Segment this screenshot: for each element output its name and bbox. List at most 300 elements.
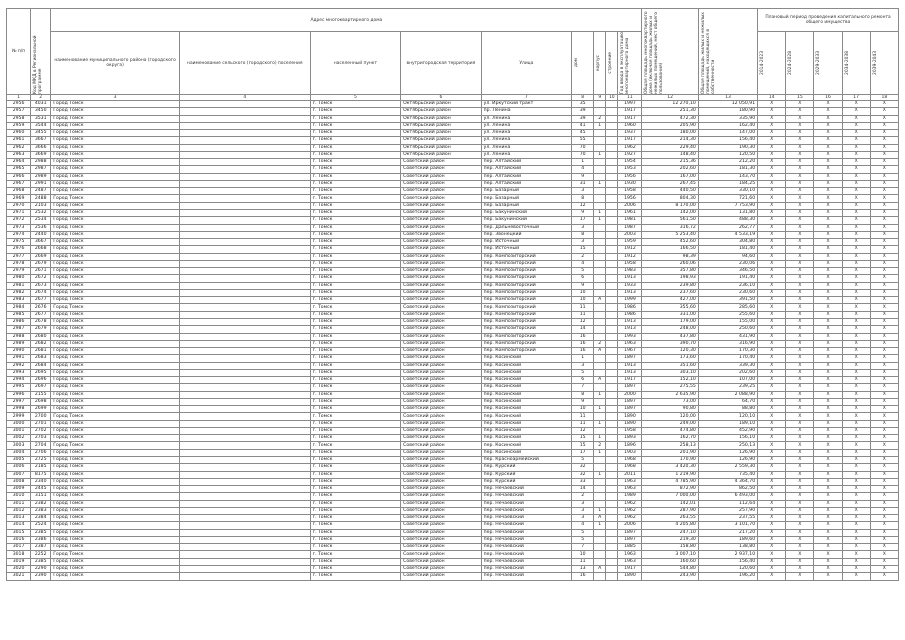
table-row [7, 253, 899, 260]
cell-settlement [179, 435, 310, 442]
cell-total-area: 158,80 [642, 544, 698, 551]
cell-settlement [179, 231, 310, 238]
cell-period-2024-2028: X [786, 108, 814, 115]
cell-settlement [179, 442, 310, 449]
cell-street: пер. Косинский [481, 384, 572, 391]
cell-period-2034-2038: X [842, 195, 870, 202]
cell-total-area: 215,36 [642, 159, 698, 166]
header-house: дом [572, 32, 594, 95]
cell-municipality: Город Томск [51, 115, 180, 122]
cell-district: Советский район [401, 195, 481, 202]
cell-district: Октябрьский район [401, 108, 481, 115]
cell-municipality: Город Томск [51, 398, 180, 405]
cell-living-area: 6 493,00 [698, 493, 757, 500]
cell-period-2029-2033: X [814, 457, 842, 464]
cell-locality: г. Томск [310, 529, 401, 536]
cell-locality: г. Томск [310, 239, 401, 246]
cell-house: 11 [572, 311, 594, 318]
cell-municipality: Город Томск [51, 348, 180, 355]
header-settlement: наименование сельского (городского) поселения [179, 32, 310, 95]
cell-row-number: 3011 [7, 500, 31, 507]
cell-period-2039-2043: X [870, 275, 898, 282]
cell-living-area: 181,40 [698, 246, 757, 253]
cell-period-2024-2028: X [786, 457, 814, 464]
cell-period-2039-2043: X [870, 544, 898, 551]
cell-house: 13 [572, 566, 594, 573]
cell-korpus: А [594, 566, 606, 573]
cell-period-2024-2028: X [786, 260, 814, 267]
cell-year: 1897 [618, 355, 642, 362]
cell-district: Советский район [401, 427, 481, 434]
cell-period-2014-2023: X [758, 478, 786, 485]
cell-municipality: Город Томск [51, 377, 180, 384]
cell-period-2039-2043: X [870, 457, 898, 464]
header-korpus: корпус [594, 32, 606, 95]
table-row [7, 115, 899, 122]
cell-district: Советский район [401, 166, 481, 173]
cell-period-2034-2038: X [842, 551, 870, 558]
cell-house: 32 [572, 471, 594, 478]
cell-settlement [179, 180, 310, 187]
cell-year: 1962 [618, 507, 642, 514]
cell-total-area: 561,50 [642, 217, 698, 224]
cell-street: пер. Композиторский [481, 297, 572, 304]
cell-building [606, 529, 618, 536]
cell-settlement [179, 515, 310, 522]
cell-year: 1897 [618, 529, 642, 536]
cell-building [606, 333, 618, 340]
cell-row-number: 2999 [7, 413, 31, 420]
cell-period-2014-2023: X [758, 391, 786, 398]
cell-living-area: 236,10 [698, 282, 757, 289]
cell-korpus [594, 253, 606, 260]
cell-street: ул. Ленина [481, 115, 572, 122]
cell-mkd-code: 2290 [31, 566, 51, 573]
cell-period-2014-2023: X [758, 536, 786, 543]
cell-living-area: 181,30 [698, 166, 757, 173]
cell-period-2024-2028: X [786, 159, 814, 166]
cell-period-2014-2023: X [758, 413, 786, 420]
cell-house: 5 [572, 369, 594, 376]
cell-municipality: Город Томск [51, 435, 180, 442]
cell-mkd-code: 2987 [31, 166, 51, 173]
cell-total-area: 73,00 [642, 398, 698, 405]
cell-street: ул. Ленина [481, 151, 572, 158]
cell-district: Советский район [401, 275, 481, 282]
cell-period-2014-2023: X [758, 151, 786, 158]
cell-total-area: 7 000,00 [642, 493, 698, 500]
cell-period-2024-2028: X [786, 536, 814, 543]
cell-district: Советский район [401, 340, 481, 347]
cell-row-number: 2958 [7, 115, 31, 122]
cell-period-2034-2038: X [842, 558, 870, 565]
cell-period-2034-2038: X [842, 304, 870, 311]
cell-period-2014-2023: X [758, 144, 786, 151]
cell-living-area: 488,30 [698, 217, 757, 224]
cell-mkd-code: 2698 [31, 398, 51, 405]
cell-period-2029-2033: X [814, 362, 842, 369]
register-sheet [6, 8, 899, 581]
cell-street: пер. Композиторский [481, 275, 572, 282]
cell-street: пер. Источный [481, 239, 572, 246]
cell-period-2014-2023: X [758, 130, 786, 137]
cell-year: 1987 [618, 224, 642, 231]
cell-municipality: Город Томск [51, 457, 180, 464]
cell-korpus [594, 362, 606, 369]
cell-period-2034-2038: X [842, 493, 870, 500]
cell-living-area: 230,60 [698, 289, 757, 296]
cell-municipality: Город Томск [51, 173, 180, 180]
cell-mkd-code: 8175 [31, 471, 51, 478]
cell-settlement [179, 551, 310, 558]
cell-total-area: 872,90 [642, 486, 698, 493]
cell-period-2034-2038: X [842, 151, 870, 158]
cell-period-2014-2023: X [758, 544, 786, 551]
cell-period-2014-2023: X [758, 573, 786, 580]
cell-period-2029-2033: X [814, 507, 842, 514]
cell-living-area: 189,10 [698, 420, 757, 427]
cell-living-area: 180,90 [698, 108, 757, 115]
cell-building [606, 144, 618, 151]
table-row [7, 166, 899, 173]
cell-building [606, 282, 618, 289]
cell-living-area: 131,80 [698, 209, 757, 216]
cell-period-2039-2043: X [870, 442, 898, 449]
cell-locality: г. Томск [310, 493, 401, 500]
cell-period-2039-2043: X [870, 130, 898, 137]
cell-period-2039-2043: X [870, 253, 898, 260]
cell-row-number: 3017 [7, 544, 31, 551]
cell-period-2029-2033: X [814, 471, 842, 478]
cell-period-2024-2028: X [786, 217, 814, 224]
cell-period-2024-2028: X [786, 398, 814, 405]
cell-house: 4 [572, 260, 594, 267]
table-row [7, 435, 899, 442]
cell-settlement [179, 304, 310, 311]
cell-locality: г. Томск [310, 573, 401, 580]
cell-row-number: 3010 [7, 493, 31, 500]
cell-building [606, 122, 618, 129]
cell-house: 32 [572, 464, 594, 471]
cell-row-number: 2963 [7, 151, 31, 158]
cell-mkd-code: 2696 [31, 377, 51, 384]
cell-korpus [594, 355, 606, 362]
cell-district: Советский район [401, 253, 481, 260]
cell-row-number: 3006 [7, 464, 31, 471]
cell-year: 1913 [618, 318, 642, 325]
cell-period-2014-2023: X [758, 326, 786, 333]
table-row [7, 173, 899, 180]
cell-row-number: 3008 [7, 478, 31, 485]
cell-korpus [594, 304, 606, 311]
cell-period-2039-2043: X [870, 188, 898, 195]
cell-municipality: Город Томск [51, 355, 180, 362]
cell-street: пер. Нечаевский [481, 529, 572, 536]
cell-period-2014-2023: X [758, 304, 786, 311]
cell-locality: г. Томск [310, 471, 401, 478]
cell-period-2014-2023: X [758, 239, 786, 246]
cell-period-2034-2038: X [842, 231, 870, 238]
cell-settlement [179, 340, 310, 347]
cell-building [606, 457, 618, 464]
cell-municipality: Город Томск [51, 275, 180, 282]
cell-row-number: 2959 [7, 122, 31, 129]
cell-building [606, 515, 618, 522]
cell-period-2029-2033: X [814, 529, 842, 536]
table-row [7, 398, 899, 405]
cell-korpus: 1 [594, 406, 606, 413]
cell-mkd-code: 2386 [31, 536, 51, 543]
cell-period-2014-2023: X [758, 340, 786, 347]
cell-period-2039-2043: X [870, 224, 898, 231]
cell-period-2029-2033: X [814, 544, 842, 551]
cell-period-2034-2038: X [842, 486, 870, 493]
cell-building [606, 239, 618, 246]
cell-year: 1917 [618, 137, 642, 144]
cell-living-area: 4 364,70 [698, 478, 757, 485]
cell-row-number: 2981 [7, 282, 31, 289]
cell-korpus: 1 [594, 420, 606, 427]
cell-mkd-code: 2679 [31, 326, 51, 333]
cell-total-area: 90,80 [642, 406, 698, 413]
cell-mkd-code: 2679 [31, 260, 51, 267]
cell-total-area: 120,30 [642, 348, 698, 355]
cell-municipality: Город Томск [51, 246, 180, 253]
cell-building [606, 507, 618, 514]
column-number: 6 [401, 95, 481, 101]
cell-period-2024-2028: X [786, 333, 814, 340]
cell-mkd-code: 2701 [31, 420, 51, 427]
cell-locality: г. Томск [310, 260, 401, 267]
cell-period-2024-2028: X [786, 573, 814, 580]
cell-street: пер. Нечаевский [481, 515, 572, 522]
cell-district: Советский район [401, 180, 481, 187]
cell-mkd-code: 3450 [31, 108, 51, 115]
cell-row-number: 3020 [7, 566, 31, 573]
cell-mkd-code: 2988 [31, 159, 51, 166]
cell-locality: г. Томск [310, 246, 401, 253]
cell-year: 1967 [618, 348, 642, 355]
cell-street: пер. Алтайский [481, 166, 572, 173]
cell-period-2039-2043: X [870, 471, 898, 478]
cell-total-area: 173,60 [642, 355, 698, 362]
cell-row-number: 2972 [7, 217, 31, 224]
table-row [7, 224, 899, 231]
cell-district: Советский район [401, 566, 481, 573]
cell-period-2039-2043: X [870, 108, 898, 115]
cell-mkd-code: 2669 [31, 253, 51, 260]
cell-living-area: 120,60 [698, 566, 757, 573]
cell-locality: г. Томск [310, 173, 401, 180]
cell-total-area: 437,80 [642, 333, 698, 340]
cell-year: 1999 [618, 297, 642, 304]
cell-total-area: 3 007,10 [642, 551, 698, 558]
cell-year: 2011 [618, 471, 642, 478]
cell-settlement [179, 260, 310, 267]
cell-living-area: 156,40 [698, 137, 757, 144]
cell-municipality: Город Томск [51, 137, 180, 144]
cell-period-2024-2028: X [786, 195, 814, 202]
cell-municipality: Город Томск [51, 289, 180, 296]
cell-period-2024-2028: X [786, 253, 814, 260]
cell-district: Советский район [401, 442, 481, 449]
cell-district: Советский район [401, 573, 481, 580]
cell-row-number: 3021 [7, 573, 31, 580]
cell-building [606, 435, 618, 442]
cell-total-area: 390,70 [642, 340, 698, 347]
cell-period-2024-2028: X [786, 471, 814, 478]
cell-mkd-code: 2532 [31, 209, 51, 216]
cell-settlement [179, 246, 310, 253]
cell-living-area: 184,25 [698, 180, 757, 187]
cell-locality: г. Томск [310, 224, 401, 231]
cell-year: 1903 [618, 449, 642, 456]
cell-period-2024-2028: X [786, 507, 814, 514]
cell-period-2029-2033: X [814, 224, 842, 231]
cell-street: ул. Ленина [481, 130, 572, 137]
cell-period-2014-2023: X [758, 398, 786, 405]
cell-mkd-code: 3151 [31, 493, 51, 500]
cell-living-area: 7 753,90 [698, 202, 757, 209]
cell-settlement [179, 209, 310, 216]
cell-row-number: 2974 [7, 231, 31, 238]
cell-period-2039-2043: X [870, 507, 898, 514]
cell-korpus [594, 457, 606, 464]
cell-mkd-code: 2678 [31, 318, 51, 325]
cell-street: пер. Нечаевский [481, 522, 572, 529]
cell-living-area: 94,60 [698, 253, 757, 260]
cell-district: Октябрьский район [401, 130, 481, 137]
cell-street: пер. Нечаевский [481, 486, 572, 493]
cell-korpus [594, 493, 606, 500]
cell-period-2014-2023: X [758, 137, 786, 144]
cell-district: Советский район [401, 478, 481, 485]
header-living-area: Общая площадь жилых и нежилых помещений, находящихся в собственности [698, 9, 757, 95]
cell-total-area: 440,50 [642, 188, 698, 195]
cell-district: Советский район [401, 362, 481, 369]
cell-period-2034-2038: X [842, 275, 870, 282]
cell-period-2029-2033: X [814, 515, 842, 522]
cell-street: пер. Композиторский [481, 326, 572, 333]
cell-settlement [179, 384, 310, 391]
cell-house: 45 [572, 130, 594, 137]
cell-locality: г. Томск [310, 333, 401, 340]
cell-total-area: 8 170,00 [642, 202, 698, 209]
cell-mkd-code: 4031 [31, 101, 51, 108]
cell-period-2029-2033: X [814, 384, 842, 391]
table-row [7, 558, 899, 565]
cell-period-2039-2043: X [870, 413, 898, 420]
cell-street: пер. Нечаевский [481, 573, 572, 580]
cell-year: 1937 [618, 130, 642, 137]
cell-period-2024-2028: X [786, 355, 814, 362]
table-row [7, 355, 899, 362]
cell-living-area: 107,00 [698, 377, 757, 384]
cell-locality: г. Томск [310, 130, 401, 137]
cell-total-area: 202,60 [642, 166, 698, 173]
cell-period-2039-2043: X [870, 297, 898, 304]
cell-mkd-code: 3544 [31, 122, 51, 129]
cell-street: пер. Косинский [481, 369, 572, 376]
cell-total-area: 351,60 [642, 362, 698, 369]
cell-house: 11 [572, 304, 594, 311]
cell-row-number: 3009 [7, 486, 31, 493]
cell-year: 1893 [618, 435, 642, 442]
cell-period-2014-2023: X [758, 515, 786, 522]
cell-municipality: Город Томск [51, 122, 180, 129]
cell-mkd-code: 2700 [31, 413, 51, 420]
cell-period-2034-2038: X [842, 478, 870, 485]
cell-district: Октябрьский район [401, 122, 481, 129]
cell-mkd-code: 2252 [31, 551, 51, 558]
cell-mkd-code: 2706 [31, 449, 51, 456]
cell-total-area: 180,00 [642, 130, 698, 137]
cell-house: 4 [572, 166, 594, 173]
cell-locality: г. Томск [310, 551, 401, 558]
cell-living-area: 237,55 [698, 515, 757, 522]
cell-year: 1963 [618, 486, 642, 493]
cell-locality: г. Томск [310, 253, 401, 260]
cell-mkd-code: 2702 [31, 427, 51, 434]
cell-period-2039-2043: X [870, 209, 898, 216]
table-row [7, 486, 899, 493]
cell-locality: г. Томск [310, 449, 401, 456]
cell-row-number: 2957 [7, 108, 31, 115]
cell-period-2029-2033: X [814, 159, 842, 166]
cell-korpus [594, 326, 606, 333]
cell-period-2029-2033: X [814, 340, 842, 347]
cell-period-2039-2043: X [870, 159, 898, 166]
cell-period-2024-2028: X [786, 544, 814, 551]
cell-korpus [594, 260, 606, 267]
cell-period-2014-2023: X [758, 231, 786, 238]
cell-period-2014-2023: X [758, 209, 786, 216]
cell-row-number: 2980 [7, 275, 31, 282]
cell-period-2034-2038: X [842, 369, 870, 376]
cell-period-2029-2033: X [814, 108, 842, 115]
cell-year: 1963 [618, 340, 642, 347]
cell-building [606, 173, 618, 180]
cell-period-2024-2028: X [786, 268, 814, 275]
cell-period-2029-2033: X [814, 493, 842, 500]
cell-mkd-code: 2697 [31, 384, 51, 391]
cell-locality: г. Томск [310, 202, 401, 209]
cell-building [606, 566, 618, 573]
cell-period-2014-2023: X [758, 282, 786, 289]
cell-settlement [179, 195, 310, 202]
cell-period-2039-2043: X [870, 326, 898, 333]
table-row [7, 282, 899, 289]
cell-row-number: 2986 [7, 318, 31, 325]
table-row [7, 326, 899, 333]
cell-row-number: 3016 [7, 536, 31, 543]
cell-settlement [179, 268, 310, 275]
cell-period-2034-2038: X [842, 348, 870, 355]
cell-street: ул. Иркутский тракт [481, 101, 572, 108]
cell-building [606, 115, 618, 122]
cell-period-2039-2043: X [870, 151, 898, 158]
cell-year: 1927 [618, 151, 642, 158]
cell-street: пер. Косинский [481, 435, 572, 442]
cell-mkd-code: 2524 [31, 522, 51, 529]
cell-year: 1885 [618, 544, 642, 551]
cell-house: 17 [572, 449, 594, 456]
cell-living-area: 391,50 [698, 297, 757, 304]
cell-municipality: Город Томск [51, 297, 180, 304]
cell-period-2014-2023: X [758, 268, 786, 275]
cell-mkd-code: 2989 [31, 173, 51, 180]
cell-year: 1896 [618, 442, 642, 449]
